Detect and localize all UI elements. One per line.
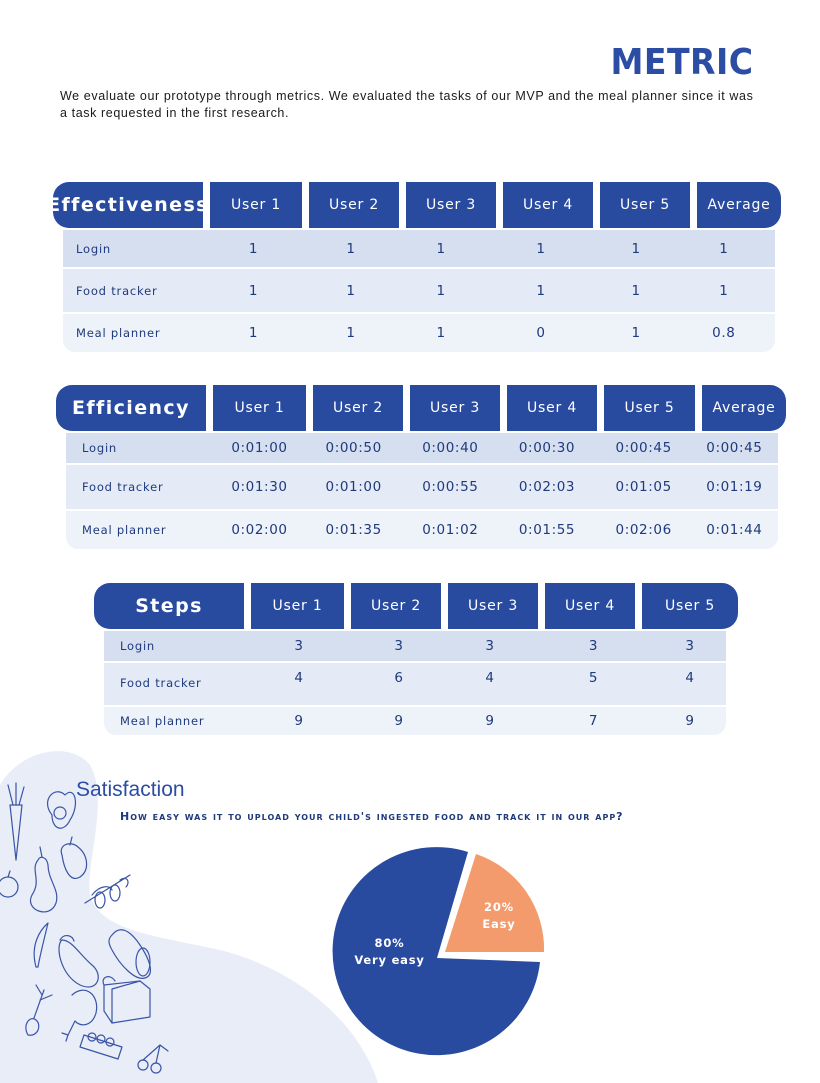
- cell: 1: [436, 240, 446, 257]
- cell: 4: [485, 670, 495, 686]
- table-header-row: [56, 385, 787, 431]
- cell: 0:01:05: [615, 479, 672, 495]
- table-header-row: [47, 182, 784, 228]
- cell: 6: [394, 670, 404, 686]
- cell: 1: [248, 282, 259, 299]
- cell: 7: [588, 713, 599, 729]
- row-label: Food tracker: [76, 283, 158, 298]
- table-title: Effectiveness: [53, 182, 203, 228]
- cell: 0:00:55: [422, 479, 479, 495]
- pie-category-very-easy: Very easy: [354, 953, 425, 967]
- row-label: Login: [76, 241, 112, 256]
- cell: 5: [588, 670, 599, 686]
- effectiveness-table: [47, 182, 784, 352]
- satisfaction-title: Satisfaction: [76, 778, 185, 801]
- table-row: [63, 230, 775, 267]
- cell: 0:01:02: [422, 522, 479, 538]
- cell: 0:01:44: [706, 522, 763, 538]
- cell: 0:01:35: [325, 522, 382, 538]
- cell: 0:00:45: [615, 440, 672, 456]
- cell: 0:02:03: [518, 479, 576, 495]
- table-row: [104, 631, 726, 661]
- table-row: [104, 661, 726, 705]
- header-user-3: User 3: [410, 385, 500, 431]
- header-user-4: User 4: [503, 182, 593, 228]
- table-row: [63, 312, 775, 352]
- satisfaction-question: How easy was it to upload your child's ingested food and track it in our app?: [120, 810, 624, 823]
- cell: 0:00:30: [518, 440, 576, 456]
- table-title: Efficiency: [56, 385, 206, 431]
- pie-category-easy: Easy: [482, 917, 516, 931]
- header-user-2: User 2: [351, 583, 441, 629]
- table-body: [63, 230, 775, 352]
- table-body: [66, 433, 778, 549]
- cell: 3: [485, 638, 495, 654]
- header-user-1: User 1: [251, 583, 344, 629]
- table-row: [66, 509, 778, 549]
- pie-label-easy: [474, 899, 524, 933]
- cell: 1: [436, 325, 446, 341]
- header-user-4: User 4: [545, 583, 635, 629]
- cell: 1: [248, 325, 259, 341]
- cell: 0:01:30: [231, 479, 288, 495]
- cell: 3: [294, 638, 304, 654]
- cell: 9: [685, 713, 695, 729]
- pie-percent-very-easy: 80%: [374, 936, 405, 950]
- cell: 0:01:55: [518, 522, 576, 538]
- page-title: METRIC: [610, 42, 754, 83]
- header-user-2: User 2: [309, 182, 399, 228]
- row-label: Login: [120, 639, 156, 653]
- cell: 3: [685, 638, 695, 654]
- cell: 1: [631, 282, 641, 299]
- header-user-5: User 5: [642, 583, 738, 629]
- food-illustration-background: [0, 745, 380, 1083]
- cell: 0:01:00: [325, 479, 382, 495]
- cell: 0:02:00: [231, 522, 288, 538]
- pie-percent-easy: 20%: [484, 900, 514, 914]
- header-user-3: User 3: [448, 583, 538, 629]
- cell: 0:00:45: [706, 440, 763, 456]
- cell: 3: [394, 638, 404, 654]
- cell: 0: [536, 325, 546, 341]
- header-average: Average: [697, 182, 781, 228]
- row-label: Food tracker: [120, 676, 202, 690]
- header-user-5: User 5: [604, 385, 695, 431]
- cell: 1: [436, 282, 446, 299]
- table-row: [63, 267, 775, 312]
- cell: 1: [631, 240, 641, 257]
- cell: 9: [394, 713, 404, 729]
- header-user-2: User 2: [313, 385, 403, 431]
- row-label: Food tracker: [82, 480, 164, 494]
- table-title: Steps: [94, 583, 244, 629]
- cell: 3: [588, 638, 599, 654]
- cell: 4: [685, 670, 695, 686]
- header-average: Average: [702, 385, 786, 431]
- cell: 0:02:06: [615, 522, 672, 538]
- cell: 9: [294, 713, 304, 729]
- table-body: [104, 631, 726, 735]
- row-label: Meal planner: [120, 714, 205, 728]
- cell: 1: [719, 240, 729, 257]
- cell: 0:01:00: [231, 440, 288, 456]
- cell: 0:00:40: [422, 440, 479, 456]
- cell: 1: [536, 282, 546, 299]
- cell: 0:01:19: [706, 479, 763, 495]
- cell: 1: [719, 282, 729, 299]
- cell: 1: [346, 325, 356, 341]
- table-row: [66, 463, 778, 509]
- cell: 1: [536, 240, 546, 257]
- cell: 1: [248, 240, 259, 257]
- cell: 1: [346, 282, 356, 299]
- table-header-row: [94, 583, 740, 629]
- cell: 4: [294, 670, 304, 686]
- cell: 1: [631, 325, 641, 341]
- table-row: [66, 433, 778, 463]
- intro-paragraph: We evaluate our prototype through metrics. We evaluated the tasks of our MVP and the meal planner since it was a task requested in the first research.: [60, 89, 754, 120]
- row-label: Meal planner: [76, 326, 161, 340]
- cell: 0:00:50: [325, 440, 382, 456]
- header-user-4: User 4: [507, 385, 597, 431]
- header-user-1: User 1: [213, 385, 306, 431]
- pie-label-very-easy: [352, 935, 427, 969]
- cell: 1: [346, 240, 356, 257]
- header-user-5: User 5: [600, 182, 690, 228]
- cell: 9: [485, 713, 495, 729]
- header-user-1: User 1: [210, 182, 302, 228]
- row-label: Meal planner: [82, 523, 167, 537]
- steps-table: [94, 583, 740, 735]
- row-label: Login: [82, 441, 118, 455]
- cell: 0.8: [712, 325, 736, 341]
- header-user-3: User 3: [406, 182, 496, 228]
- efficiency-table: [56, 385, 787, 549]
- table-row: [104, 705, 726, 735]
